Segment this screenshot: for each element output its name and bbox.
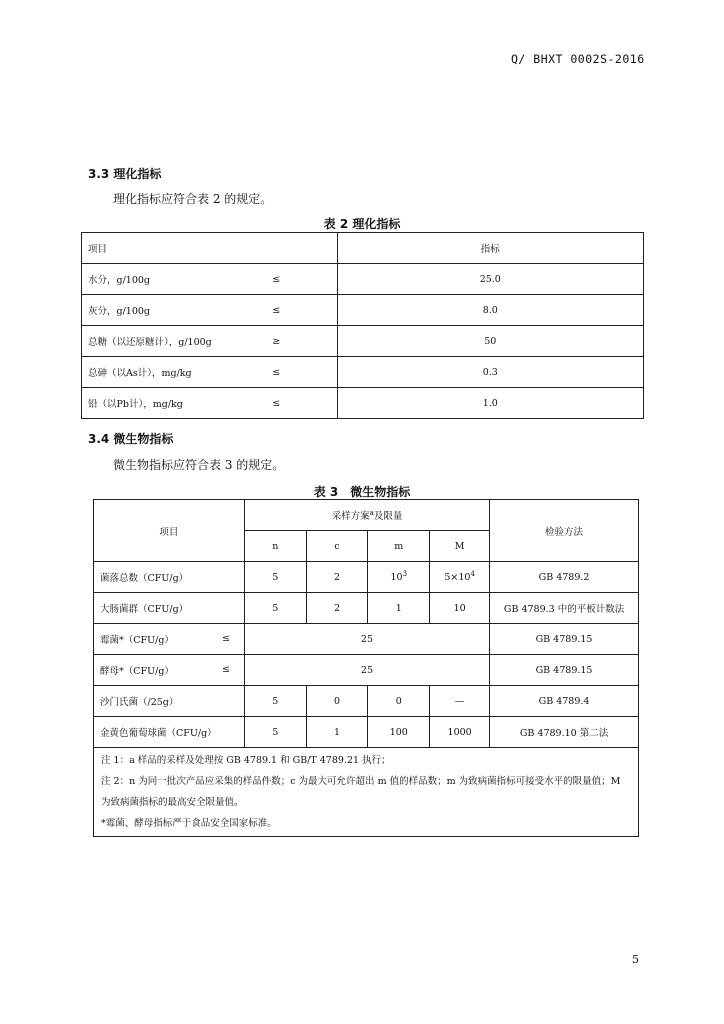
- table-row: [94, 717, 639, 748]
- table-3-header-sampling-sup: a: [369, 508, 374, 517]
- table-3-c: 1: [306, 717, 368, 748]
- page-number: 5: [632, 953, 639, 966]
- table-3-note-2: 注 2：n 为同一批次产品应采集的样品件数；c 为最大可允许超出 m 值的样品数；m 为致病菌指标可接受水平的限量值；M 为致病菌指标的最高安全限量值。: [101, 776, 621, 808]
- table-3-c: 0: [306, 686, 368, 717]
- table-3-item-label: 霉菌*（CFU/g）: [100, 635, 174, 646]
- table-3-limit: 25: [244, 624, 489, 655]
- table-2-value: 50: [337, 326, 643, 357]
- table-row: [82, 326, 644, 357]
- table-2-item: 水分，g/100g: [82, 264, 269, 295]
- table-3-M-base: 5×10: [444, 572, 471, 584]
- table-3-method: GB 4789.10 第二法: [490, 717, 639, 748]
- table-row: [82, 264, 644, 295]
- table-3-m: 100: [368, 717, 430, 748]
- table-3-operator: ≤: [222, 633, 230, 644]
- table-3-M-exp: 4: [470, 570, 475, 579]
- table-3-M: 1000: [430, 717, 490, 748]
- table-3-m-base: 10: [390, 572, 403, 584]
- table-3-method: GB 4789.3 中的平板计数法: [490, 593, 639, 624]
- table-2-item: 铅（以Pb计），mg/kg: [82, 388, 269, 419]
- table-3-n: 5: [244, 562, 306, 593]
- table-3-M: 10: [430, 593, 490, 624]
- document-code: Q/ BHXT 0002S-2016: [511, 52, 645, 66]
- table-row: [94, 562, 639, 593]
- table-2-operator: ≤: [268, 357, 337, 388]
- table-3-method: GB 4789.15: [490, 624, 639, 655]
- table-3-method: GB 4789.4: [490, 686, 639, 717]
- table-row: [94, 686, 639, 717]
- table-3-method: GB 4789.2: [490, 562, 639, 593]
- table-2-caption: 表 2 理化指标: [323, 217, 401, 231]
- table-2-header-item: 项目: [82, 233, 338, 264]
- section-3-3-title: 3.3 理化指标: [88, 167, 162, 181]
- table-3-item: 沙门氏菌（/25g）: [94, 686, 245, 717]
- section-3-4-title: 3.4 微生物指标: [88, 432, 174, 446]
- table-3-m: 0: [368, 686, 430, 717]
- table-3-m: 1: [368, 593, 430, 624]
- section-3-3-text: 理化指标应符合表 2 的规定。: [113, 192, 273, 206]
- table-3-header-M: M: [430, 531, 490, 562]
- table-3-header-method: 检验方法: [490, 500, 639, 562]
- section-3-4-text: 微生物指标应符合表 3 的规定。: [113, 458, 285, 472]
- table-2-header-index: 指标: [337, 233, 643, 264]
- table-3-note-1: 注 1：a 样品的采样及处理按 GB 4789.1 和 GB/T 4789.21 执行；: [101, 755, 391, 766]
- table-3-header-m: m: [368, 531, 430, 562]
- table-3-n: 5: [244, 717, 306, 748]
- table-3-item: 大肠菌群（CFU/g）: [94, 593, 245, 624]
- table-3-m: [368, 562, 430, 593]
- table-2-operator: ≤: [268, 264, 337, 295]
- table-3-M: —: [430, 686, 490, 717]
- table-3-item: 金黄色葡萄球菌（CFU/g）: [94, 717, 245, 748]
- table-row: [82, 233, 644, 264]
- table-3-header-item: 项目: [94, 500, 245, 562]
- table-2-item: 灰分，g/100g: [82, 295, 269, 326]
- table-3-header-sampling: [244, 500, 489, 531]
- table-3-n: 5: [244, 593, 306, 624]
- table-3-item: [94, 624, 245, 655]
- table-3-header-sampling-pre: 采样方案: [331, 511, 370, 522]
- table-3-c: 2: [306, 593, 368, 624]
- table-3-limit: 25: [244, 655, 489, 686]
- table-3-header-n: n: [244, 531, 306, 562]
- table-row: [82, 357, 644, 388]
- table-3-item-label: 酵母*（CFU/g）: [100, 666, 174, 677]
- table-2-value: 0.3: [337, 357, 643, 388]
- table-3-note-3: *霉菌、酵母指标严于食品安全国家标准。: [101, 818, 277, 829]
- table-3-c: 2: [306, 562, 368, 593]
- table-2-operator: ≤: [268, 295, 337, 326]
- table-2-value: 25.0: [337, 264, 643, 295]
- table-3: [93, 499, 639, 837]
- table-2-item: 总糖（以还原糖计），g/100g: [82, 326, 269, 357]
- table-3-item: 菌落总数（CFU/g）: [94, 562, 245, 593]
- table-3-operator: ≤: [222, 664, 230, 675]
- table-row: [82, 295, 644, 326]
- table-2-value: 1.0: [337, 388, 643, 419]
- table-3-M: [430, 562, 490, 593]
- table-row: [94, 500, 639, 531]
- table-3-method: GB 4789.15: [490, 655, 639, 686]
- table-3-caption: 表 3 微生物指标: [313, 485, 411, 499]
- table-2-operator: ≤: [268, 388, 337, 419]
- table-2: [81, 232, 644, 419]
- table-3-n: 5: [244, 686, 306, 717]
- table-3-header-c: c: [306, 531, 368, 562]
- table-row: [94, 624, 639, 655]
- table-2-item: 总砷（以As计），mg/kg: [82, 357, 269, 388]
- table-3-m-exp: 3: [402, 570, 408, 579]
- table-row: [82, 388, 644, 419]
- table-3-header-sampling-post: 及限量: [373, 511, 403, 522]
- table-2-value: 8.0: [337, 295, 643, 326]
- table-row: [94, 593, 639, 624]
- table-3-notes: [94, 748, 639, 837]
- table-row: [94, 655, 639, 686]
- table-3-item: [94, 655, 245, 686]
- table-2-operator: ≥: [268, 326, 337, 357]
- table-row: [94, 748, 639, 837]
